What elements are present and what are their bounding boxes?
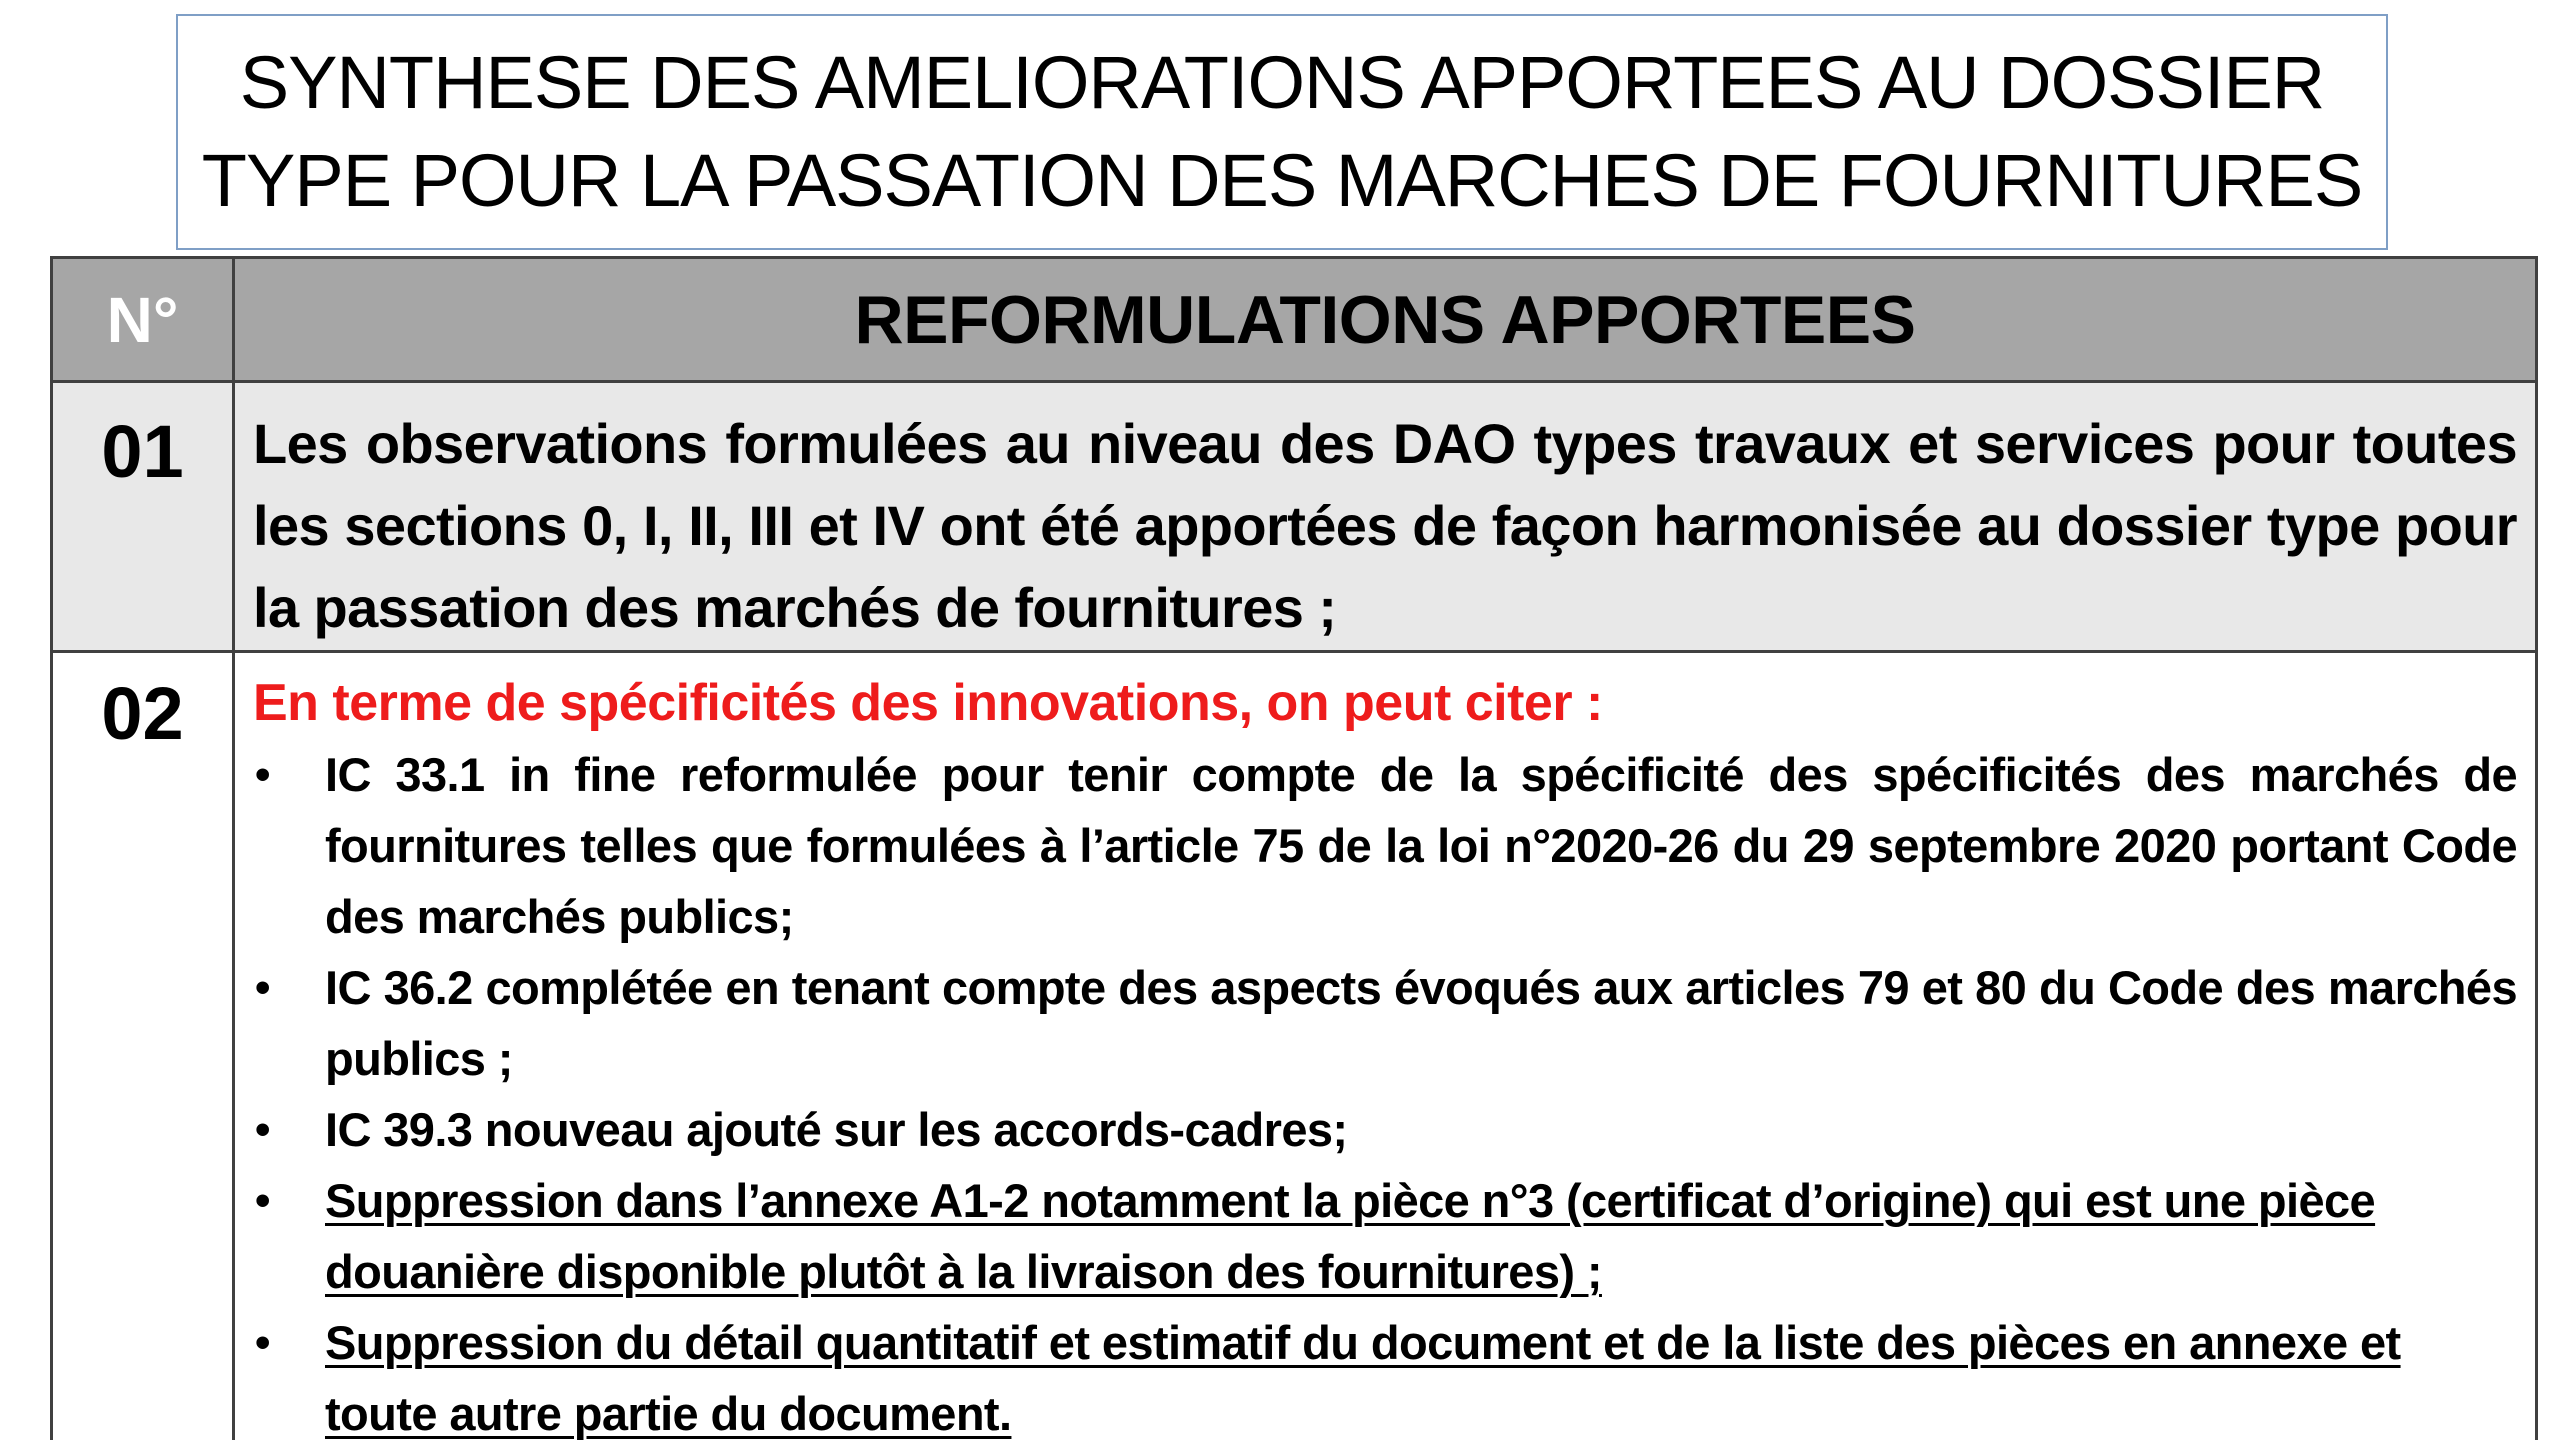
list-item-text: IC 36.2 complétée en tenant compte des aspects évoqués aux articles 79 et 80 du Code des marchés publics ; (325, 961, 2517, 1085)
table-header-row (53, 259, 2535, 383)
list-item (253, 1307, 2517, 1440)
innovations-intro: En terme de spécificités des innovations, on peut citer : (253, 674, 1603, 732)
table-row (53, 383, 2535, 653)
title-line-2: TYPE POUR LA PASSATION DES MARCHES DE FOURNITURES (201, 139, 2363, 222)
innovations-list (253, 739, 2517, 1440)
row-number: 02 (53, 653, 235, 1440)
bullet-icon: • (255, 1318, 270, 1367)
row-content (235, 653, 2535, 1440)
bullet-icon: • (255, 1105, 270, 1154)
list-item (253, 1165, 2517, 1307)
header-text-cell: REFORMULATIONS APPORTEES (854, 281, 1916, 358)
row-number: 01 (53, 383, 235, 650)
bullet-icon: • (255, 963, 270, 1012)
list-item-text: IC 33.1 in fine reformulée pour tenir compte de la spécificité des spécificités des marchés de fournitures telles que formulées à l’article 75 de la loi n°2020-26 du 29 septembre 2020 portant Code des marchés publics; (325, 748, 2517, 943)
table-row (53, 653, 2535, 1440)
list-item (253, 739, 2517, 952)
list-item (253, 1094, 2517, 1165)
list-item (253, 952, 2517, 1094)
reformulations-table (50, 256, 2538, 1440)
title-line-1: SYNTHESE DES AMELIORATIONS APPORTEES AU DOSSIER (239, 41, 2325, 124)
row-text: Les observations formulées au niveau des DAO types travaux et services pour toutes les sections 0, I, II, III et IV ont été apportées de façon harmonisée au dossier type pour la passation des marchés de fournitures ; (253, 412, 2517, 639)
list-item-text: Suppression du détail quantitatif et estimatif du document et de la liste des pièces en annexe et toute autre partie du document. (325, 1316, 2401, 1440)
bullet-icon: • (255, 750, 270, 799)
title-box (176, 14, 2388, 250)
list-item-text: IC 39.3 nouveau ajouté sur les accords-cadres; (325, 1103, 1348, 1156)
header-num-cell: N° (53, 259, 235, 380)
bullet-icon: • (255, 1176, 270, 1225)
list-item-text: Suppression dans l’annexe A1-2 notamment la pièce n°3 (certificat d’origine) qui est une pièce douanière disponible plutôt à la livraison des fournitures) ; (325, 1174, 2376, 1298)
